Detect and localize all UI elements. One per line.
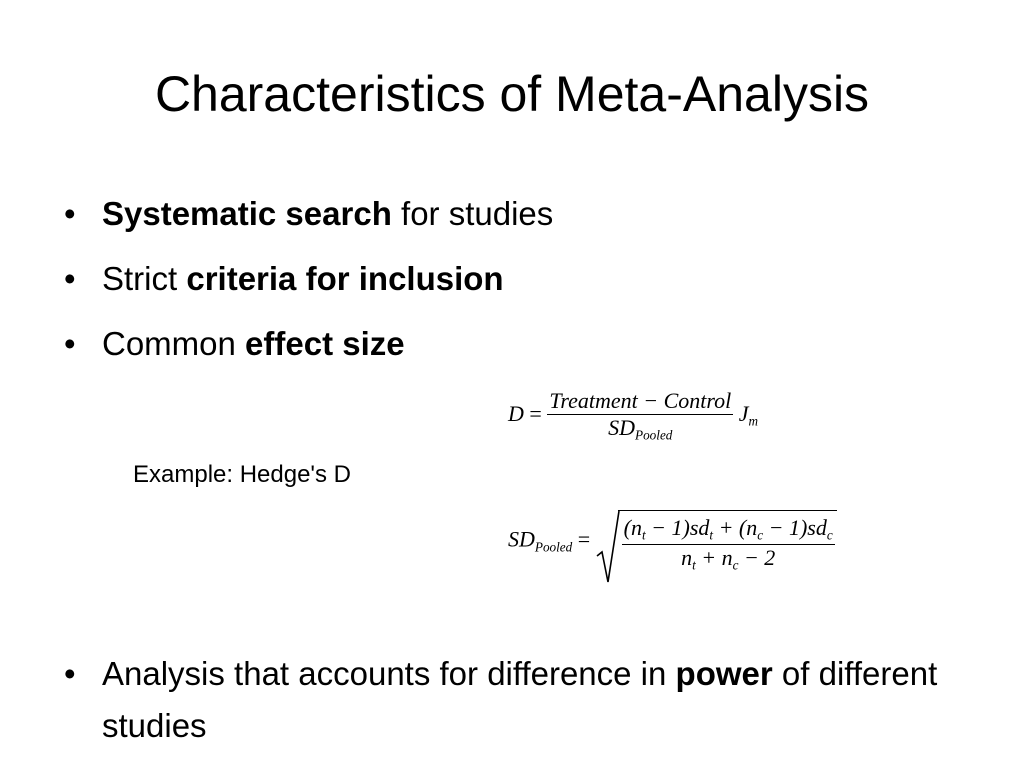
formula-d-den-main: SD [608,415,636,440]
example-label: Example: Hedge's D [133,461,352,488]
formula-sd-fraction [622,515,835,573]
bullet-text-bold: effect size [245,325,405,362]
formula-sd-denominator [622,544,835,574]
formula-d-denominator [547,414,733,444]
den-part: − 2 [738,544,776,570]
formula-d-lhs: D [508,400,524,426]
radicand [618,510,837,573]
num-sub: t [642,527,646,543]
den-sub: c [732,557,739,573]
den-sub: t [692,557,696,573]
bullet-text-bold: Systematic search [102,195,392,232]
den-part: + n [695,544,733,570]
num-part: − 1)sd [645,515,710,540]
bullet-systematic-search [60,188,980,240]
hedges-d-formula [508,388,758,444]
num-part: (n [623,515,642,540]
bullet-analysis-power [60,648,980,752]
formula-sd-lhs-sub: Pooled [534,539,573,555]
formula-d-fraction [547,388,733,444]
bullet-text-bold: power [675,655,773,692]
formula-d-den-sub: Pooled [635,427,673,443]
formula-d-factor-sub: m [748,413,759,429]
bullet-text-pre: Common [102,325,246,362]
num-sub: c [826,527,833,543]
formula-sd-lhs: SD [508,526,535,552]
bullet-marker: • [64,195,76,232]
bullet-text-pre: Strict [102,260,187,297]
bullet-text-post: for studies [391,195,554,232]
num-part: + (n [713,515,758,540]
formula-sd-equals: = [577,526,591,552]
bullet-marker: • [64,655,76,692]
bullet-marker: • [64,260,76,297]
bullet-text-post: of different studies [102,655,938,744]
bullet-criteria-inclusion [60,253,980,305]
bullet-marker: • [64,325,76,362]
num-sub: t [709,527,714,543]
formula-d-equals: = [529,400,542,426]
num-part: − 1)sd [763,515,827,540]
slide-title: Characteristics of Meta-Analysis [154,66,870,122]
formula-d-numerator: Treatment − Control [549,388,732,413]
bullet-effect-size [60,318,980,370]
num-sub: c [757,527,764,543]
bullet-list [60,188,980,383]
sd-pooled-formula [508,510,837,573]
radical-icon [596,510,620,586]
formula-sd-numerator [622,515,835,544]
formula-d-factor: J [738,400,749,426]
den-part: n [681,544,693,570]
bullet-text-bold: criteria for inclusion [186,260,504,297]
square-root-sign [596,510,837,573]
bullet-text-pre: Analysis that accounts for difference in [102,655,676,692]
